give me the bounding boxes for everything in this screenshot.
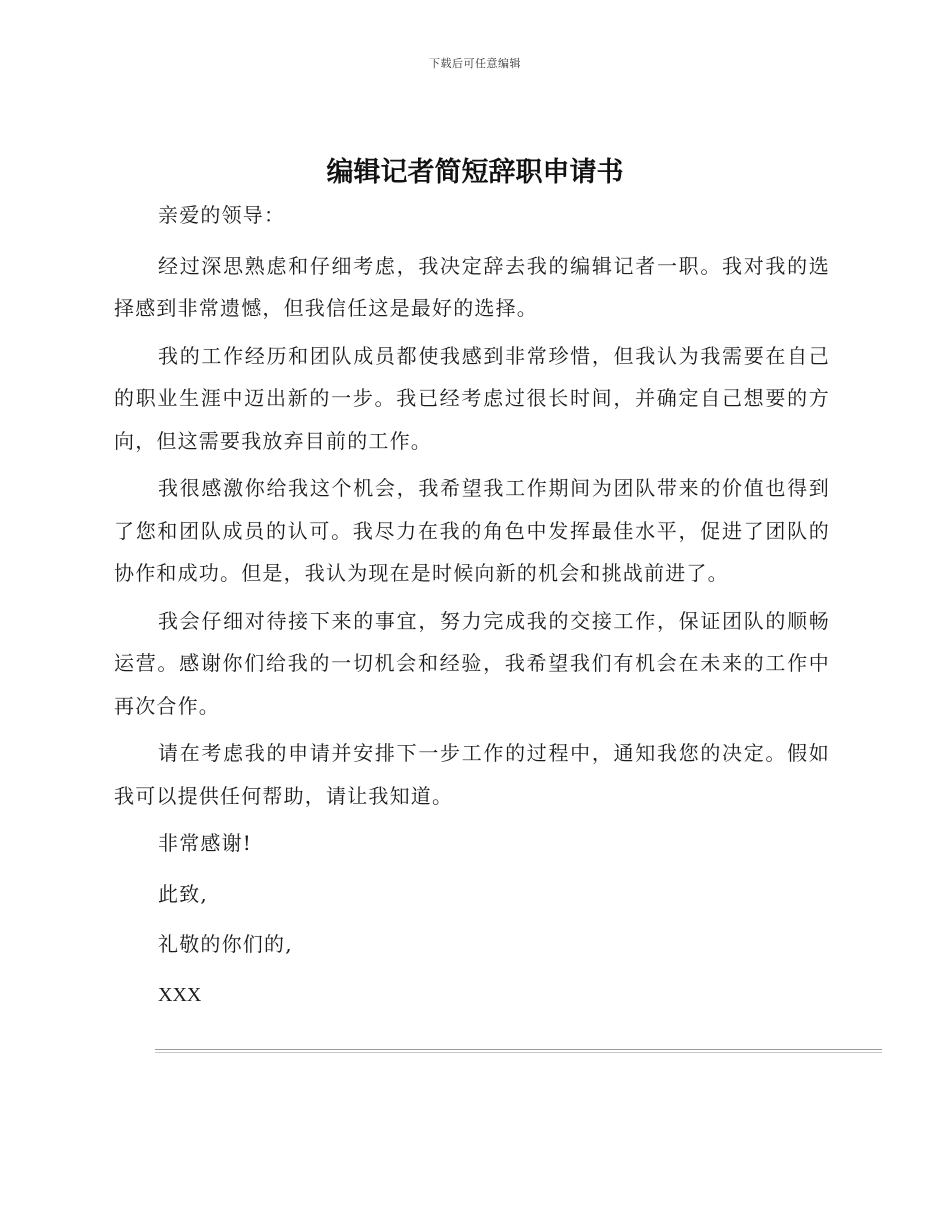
closing-line: 此致,: [158, 881, 208, 906]
footer-divider: [155, 1049, 882, 1053]
signature: XXX: [158, 983, 202, 1006]
regards-line: 礼敬的你们的,: [158, 932, 293, 956]
page-header-note: 下载后可任意编辑: [429, 57, 521, 70]
paragraph: 我的工作经历和团队成员都使我感到非常珍惜，但我认为我需要在自己的职业生涯中迈出新的一步。我已经考虑过很长时间，并确定自己想要的方向，但这需要我放弃目前的工作。: [114, 343, 830, 453]
paragraph: 我会仔细对待接下来的事宜，努力完成我的交接工作，保证团队的顺畅运营。感谢你们给我的一切机会和经验，我希望我们有机会在未来的工作中再次合作。: [114, 608, 830, 718]
paragraph: 请在考虑我的申请并安排下一步工作的过程中，通知我您的决定。假如我可以提供任何帮助，请让我知道。: [114, 741, 830, 808]
salutation: 亲爱的领导：: [158, 203, 286, 227]
letter-body: [114, 194, 830, 1024]
thanks-line: 非常感谢!: [158, 831, 253, 855]
paragraph: 经过深思熟虑和仔细考虑，我决定辞去我的编辑记者一职。我对我的选择感到非常遗憾，但我信任这是最好的选择。: [114, 253, 830, 320]
document-title: 编辑记者简短辞职申请书: [326, 157, 624, 188]
paragraph: 我很感激你给我这个机会，我希望我工作期间为团队带来的价值也得到了您和团队成员的认可。我尽力在我的角色中发挥最佳水平，促进了团队的协作和成功。但是，我认为现在是时候向新的机会和挑战前进了。: [114, 476, 830, 585]
